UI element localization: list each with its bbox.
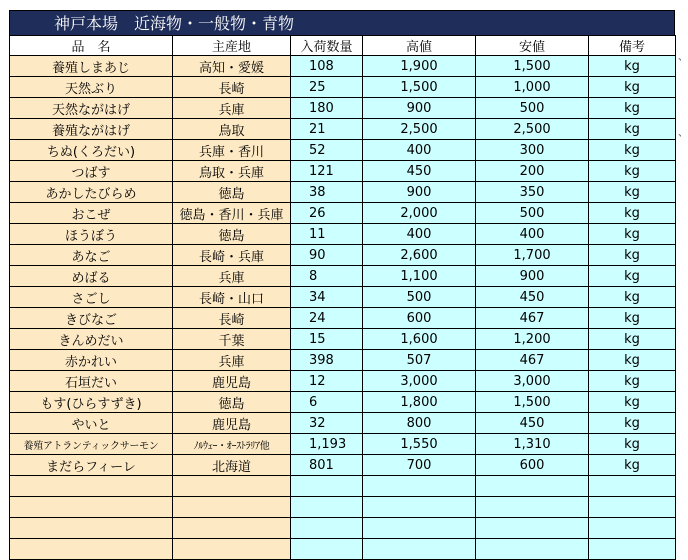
- remarks-cell[interactable]: kg: [589, 56, 676, 77]
- item-name-cell[interactable]: 養殖アトランティックサーモン: [10, 434, 173, 455]
- low-price-cell[interactable]: 200: [476, 161, 589, 182]
- table-row: [10, 77, 676, 98]
- high-price-cell[interactable]: 1,800: [363, 392, 476, 413]
- quantity-cell[interactable]: 801: [291, 455, 363, 476]
- item-name-cell[interactable]: まだらフィーレ: [10, 455, 173, 476]
- table-row: [10, 287, 676, 308]
- quantity-cell[interactable]: 12: [291, 371, 363, 392]
- quantity-cell[interactable]: 8: [291, 266, 363, 287]
- col-header-low-price[interactable]: 安値: [476, 36, 589, 56]
- low-price-cell[interactable]: 467: [476, 350, 589, 371]
- high-price-cell[interactable]: 2,000: [363, 203, 476, 224]
- quantity-cell[interactable]: 180: [291, 98, 363, 119]
- item-name-cell[interactable]: おこぜ: [10, 203, 173, 224]
- origin-cell[interactable]: 北海道: [173, 455, 291, 476]
- high-price-cell[interactable]: [363, 497, 476, 518]
- origin-cell[interactable]: [173, 539, 291, 560]
- high-price-cell[interactable]: 3,000: [363, 371, 476, 392]
- origin-cell[interactable]: 千葉: [173, 329, 291, 350]
- origin-cell[interactable]: 徳島: [173, 224, 291, 245]
- high-price-cell[interactable]: [363, 518, 476, 539]
- remarks-cell[interactable]: [589, 518, 676, 539]
- item-name-cell[interactable]: 赤かれい: [10, 350, 173, 371]
- remarks-cell[interactable]: kg: [589, 266, 676, 287]
- high-price-cell[interactable]: 450: [363, 161, 476, 182]
- remarks-cell[interactable]: kg: [589, 77, 676, 98]
- remarks-cell[interactable]: kg: [589, 350, 676, 371]
- quantity-cell[interactable]: 24: [291, 308, 363, 329]
- item-name-cell[interactable]: めばる: [10, 266, 173, 287]
- remarks-cell[interactable]: [589, 476, 676, 497]
- item-name-cell[interactable]: [10, 539, 173, 560]
- col-header-name[interactable]: 品 名: [10, 36, 173, 56]
- low-price-cell[interactable]: [476, 476, 589, 497]
- quantity-cell[interactable]: [291, 518, 363, 539]
- high-price-cell[interactable]: 900: [363, 182, 476, 203]
- low-price-cell[interactable]: 1,500: [476, 56, 589, 77]
- origin-cell[interactable]: 長崎・兵庫: [173, 245, 291, 266]
- low-price-cell[interactable]: 1,200: [476, 329, 589, 350]
- high-price-cell[interactable]: 400: [363, 224, 476, 245]
- quantity-cell[interactable]: 38: [291, 182, 363, 203]
- item-name-cell[interactable]: [10, 518, 173, 539]
- item-name-cell[interactable]: きんめだい: [10, 329, 173, 350]
- low-price-cell[interactable]: 1,500: [476, 392, 589, 413]
- col-header-quantity[interactable]: 入荷数量: [291, 36, 363, 56]
- remarks-cell[interactable]: [589, 539, 676, 560]
- remarks-cell[interactable]: kg: [589, 455, 676, 476]
- margin-mark: 、: [678, 128, 688, 139]
- origin-cell[interactable]: 鳥取・兵庫: [173, 161, 291, 182]
- remarks-cell[interactable]: kg: [589, 413, 676, 434]
- item-name-cell[interactable]: あなご: [10, 245, 173, 266]
- origin-cell[interactable]: 兵庫: [173, 98, 291, 119]
- origin-cell[interactable]: 長崎・山口: [173, 287, 291, 308]
- low-price-cell[interactable]: 400: [476, 224, 589, 245]
- table-row: [10, 308, 676, 329]
- low-price-cell[interactable]: 1,310: [476, 434, 589, 455]
- high-price-cell[interactable]: 600: [363, 308, 476, 329]
- quantity-cell[interactable]: 398: [291, 350, 363, 371]
- quantity-cell[interactable]: 6: [291, 392, 363, 413]
- table-row: [10, 476, 676, 497]
- origin-cell[interactable]: ﾉﾙｳｪｰ・ｵｰｽﾄﾗﾘｱ他: [173, 434, 291, 455]
- remarks-cell[interactable]: kg: [589, 329, 676, 350]
- table-row: [10, 266, 676, 287]
- remarks-cell[interactable]: kg: [589, 161, 676, 182]
- high-price-cell[interactable]: [363, 539, 476, 560]
- high-price-cell[interactable]: 2,600: [363, 245, 476, 266]
- table-row: [10, 434, 676, 455]
- low-price-cell[interactable]: 300: [476, 140, 589, 161]
- origin-cell[interactable]: 徳島・香川・兵庫: [173, 203, 291, 224]
- quantity-cell[interactable]: 21: [291, 119, 363, 140]
- quantity-cell[interactable]: 11: [291, 224, 363, 245]
- table-row: [10, 350, 676, 371]
- high-price-cell[interactable]: 1,500: [363, 77, 476, 98]
- col-header-remarks[interactable]: 備考: [589, 36, 676, 56]
- origin-cell[interactable]: 兵庫: [173, 266, 291, 287]
- high-price-cell[interactable]: 800: [363, 413, 476, 434]
- table-row: [10, 392, 676, 413]
- low-price-cell[interactable]: 2,500: [476, 119, 589, 140]
- low-price-cell[interactable]: 900: [476, 266, 589, 287]
- item-name-cell[interactable]: やいと: [10, 413, 173, 434]
- item-name-cell[interactable]: 天然ながはげ: [10, 98, 173, 119]
- high-price-cell[interactable]: 2,500: [363, 119, 476, 140]
- high-price-cell[interactable]: 900: [363, 98, 476, 119]
- origin-cell[interactable]: [173, 497, 291, 518]
- quantity-cell[interactable]: 26: [291, 203, 363, 224]
- item-name-cell[interactable]: ほうぼう: [10, 224, 173, 245]
- item-name-cell[interactable]: ちぬ(くろだい): [10, 140, 173, 161]
- table-row: [10, 539, 676, 560]
- low-price-cell[interactable]: 500: [476, 203, 589, 224]
- origin-cell[interactable]: 高知・愛媛: [173, 56, 291, 77]
- origin-cell[interactable]: 鳥取: [173, 119, 291, 140]
- low-price-cell[interactable]: 467: [476, 308, 589, 329]
- quantity-cell[interactable]: [291, 539, 363, 560]
- item-name-cell[interactable]: 養殖しまあじ: [10, 56, 173, 77]
- origin-cell[interactable]: 兵庫・香川: [173, 140, 291, 161]
- low-price-cell[interactable]: 450: [476, 413, 589, 434]
- table-row: [10, 98, 676, 119]
- quantity-cell[interactable]: 25: [291, 77, 363, 98]
- origin-cell[interactable]: 長崎: [173, 308, 291, 329]
- origin-cell[interactable]: [173, 518, 291, 539]
- remarks-cell[interactable]: kg: [589, 119, 676, 140]
- remarks-cell[interactable]: kg: [589, 98, 676, 119]
- quantity-cell[interactable]: 15: [291, 329, 363, 350]
- table-row: [10, 518, 676, 539]
- origin-cell[interactable]: 徳島: [173, 392, 291, 413]
- quantity-cell[interactable]: 108: [291, 56, 363, 77]
- table-row: [10, 371, 676, 392]
- high-price-cell[interactable]: 1,100: [363, 266, 476, 287]
- origin-cell[interactable]: 鹿児島: [173, 413, 291, 434]
- quantity-cell[interactable]: 1,193: [291, 434, 363, 455]
- item-name-cell[interactable]: あかしたびらめ: [10, 182, 173, 203]
- item-name-cell[interactable]: きびなご: [10, 308, 173, 329]
- high-price-cell[interactable]: 1,900: [363, 56, 476, 77]
- low-price-cell[interactable]: [476, 497, 589, 518]
- quantity-cell[interactable]: 52: [291, 140, 363, 161]
- table-row: [10, 224, 676, 245]
- origin-cell[interactable]: 兵庫: [173, 350, 291, 371]
- remarks-cell[interactable]: kg: [589, 245, 676, 266]
- table-row: [10, 413, 676, 434]
- table-row: [10, 161, 676, 182]
- remarks-cell[interactable]: kg: [589, 203, 676, 224]
- remarks-cell[interactable]: kg: [589, 140, 676, 161]
- item-name-cell[interactable]: 天然ぶり: [10, 77, 173, 98]
- table-row: [10, 56, 676, 77]
- item-name-cell[interactable]: [10, 476, 173, 497]
- sheet-title: 神戸本場 近海物・一般物・青物: [9, 10, 675, 35]
- high-price-cell[interactable]: 1,600: [363, 329, 476, 350]
- item-name-cell[interactable]: 養殖ながはげ: [10, 119, 173, 140]
- origin-cell[interactable]: 鹿児島: [173, 371, 291, 392]
- quantity-cell[interactable]: [291, 476, 363, 497]
- high-price-cell[interactable]: 400: [363, 140, 476, 161]
- low-price-cell[interactable]: 500: [476, 98, 589, 119]
- remarks-cell[interactable]: kg: [589, 371, 676, 392]
- low-price-cell[interactable]: [476, 539, 589, 560]
- table-row: [10, 182, 676, 203]
- high-price-cell[interactable]: 1,550: [363, 434, 476, 455]
- col-header-high-price[interactable]: 高値: [363, 36, 476, 56]
- origin-cell[interactable]: 徳島: [173, 182, 291, 203]
- item-name-cell[interactable]: 石垣だい: [10, 371, 173, 392]
- table-row: [10, 140, 676, 161]
- table-row: [10, 245, 676, 266]
- low-price-cell[interactable]: 1,000: [476, 77, 589, 98]
- table-row: [10, 497, 676, 518]
- price-sheet: [9, 10, 675, 560]
- item-name-cell[interactable]: つばす: [10, 161, 173, 182]
- low-price-cell[interactable]: 3,000: [476, 371, 589, 392]
- quantity-cell[interactable]: 90: [291, 245, 363, 266]
- high-price-cell[interactable]: 700: [363, 455, 476, 476]
- col-header-origin[interactable]: 主産地: [173, 36, 291, 56]
- table-row: [10, 455, 676, 476]
- high-price-cell[interactable]: 507: [363, 350, 476, 371]
- high-price-cell[interactable]: [363, 476, 476, 497]
- remarks-cell[interactable]: kg: [589, 182, 676, 203]
- table-row: [10, 119, 676, 140]
- origin-cell[interactable]: 長崎: [173, 77, 291, 98]
- price-table: [9, 35, 676, 560]
- item-name-cell[interactable]: さごし: [10, 287, 173, 308]
- remarks-cell[interactable]: kg: [589, 308, 676, 329]
- remarks-cell[interactable]: kg: [589, 224, 676, 245]
- quantity-cell[interactable]: 32: [291, 413, 363, 434]
- remarks-cell[interactable]: [589, 497, 676, 518]
- quantity-cell[interactable]: [291, 497, 363, 518]
- margin-mark: 、: [678, 52, 688, 63]
- low-price-cell[interactable]: [476, 518, 589, 539]
- high-price-cell[interactable]: 500: [363, 287, 476, 308]
- low-price-cell[interactable]: 1,700: [476, 245, 589, 266]
- item-name-cell[interactable]: もす(ひらすずき): [10, 392, 173, 413]
- quantity-cell[interactable]: 34: [291, 287, 363, 308]
- remarks-cell[interactable]: kg: [589, 392, 676, 413]
- header-row: [10, 36, 676, 56]
- low-price-cell[interactable]: 450: [476, 287, 589, 308]
- quantity-cell[interactable]: 121: [291, 161, 363, 182]
- remarks-cell[interactable]: kg: [589, 434, 676, 455]
- low-price-cell[interactable]: 350: [476, 182, 589, 203]
- item-name-cell[interactable]: [10, 497, 173, 518]
- remarks-cell[interactable]: kg: [589, 287, 676, 308]
- origin-cell[interactable]: [173, 476, 291, 497]
- table-row: [10, 329, 676, 350]
- low-price-cell[interactable]: 600: [476, 455, 589, 476]
- table-row: [10, 203, 676, 224]
